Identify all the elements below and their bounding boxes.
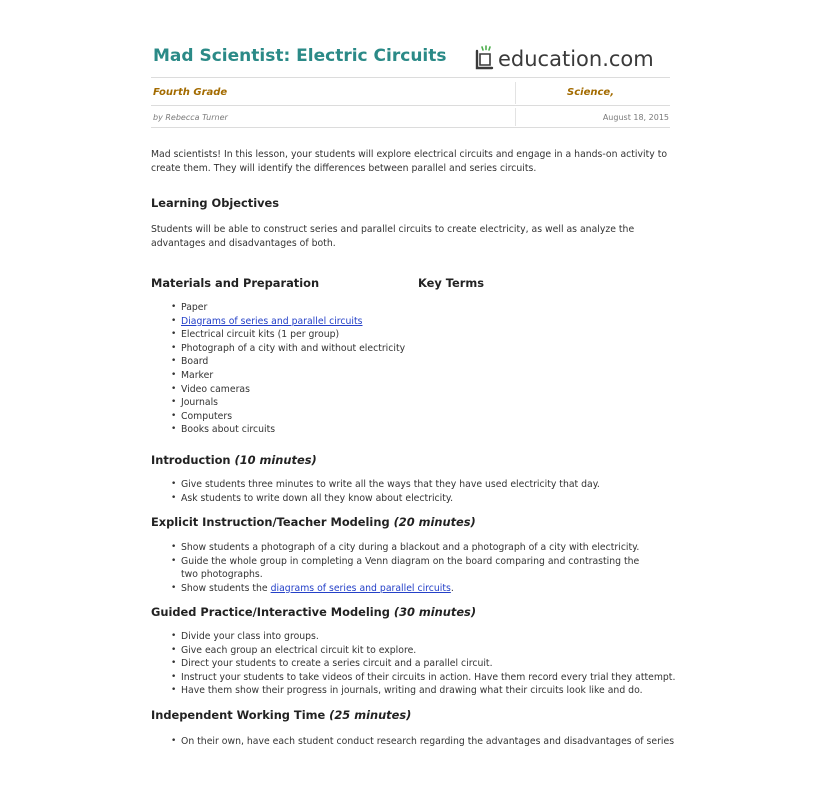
section-title: Guided Practice/Interactive Modeling: [151, 605, 390, 619]
list-item: • Have them show their progress in journals, writing and drawing what their circuits look like and do.: [0, 684, 675, 698]
list-item: • Instruct your students to take videos of their circuits in action. Have them record every trial they attempt.: [0, 671, 675, 685]
publish-date: August 18, 2015: [602, 113, 669, 122]
list-item: • Computers: [0, 410, 405, 424]
list-item: • Journals: [0, 396, 405, 410]
list-item: • Ask students to write down all they know about electricity.: [0, 492, 600, 506]
list-item: • Give students three minutes to write all the ways that they have used electricity that day.: [0, 478, 600, 492]
list-item: • Electrical circuit kits (1 per group): [0, 328, 405, 342]
introduction-list: [0, 478, 600, 505]
meta-divider: [151, 105, 670, 106]
book-icon: [468, 44, 498, 74]
meta-bottom-divider: [151, 127, 670, 128]
explicit-instruction-list: [0, 541, 656, 595]
list-item: • On their own, have each student conduct research regarding the advantages and disadvantages of series: [0, 735, 674, 749]
list-item: • Books about circuits: [0, 423, 405, 437]
guided-practice-heading: [151, 605, 476, 619]
logo-text: education.com: [498, 47, 654, 71]
list-item: • Photograph of a city with and without electricity: [0, 342, 405, 356]
diagrams-link[interactable]: diagrams of series and parallel circuits: [270, 582, 451, 594]
explicit-instruction-heading: [151, 515, 476, 529]
section-duration: (20 minutes): [393, 515, 476, 529]
list-item: • Video cameras: [0, 383, 405, 397]
section-title: Introduction: [151, 453, 231, 467]
meta-column-divider: [515, 108, 516, 126]
list-item[interactable]: [0, 315, 405, 329]
education-logo[interactable]: [468, 44, 654, 74]
section-duration: (25 minutes): [329, 708, 412, 722]
section-duration: (10 minutes): [234, 453, 317, 467]
independent-working-list: [0, 735, 674, 749]
list-item-text: Show students the: [181, 582, 268, 594]
list-item: • Board: [0, 355, 405, 369]
list-item-suffix: .: [450, 582, 454, 594]
page-title: Mad Scientist: Electric Circuits: [153, 46, 447, 66]
list-item: • Give each group an electrical circuit kit to explore.: [0, 644, 675, 658]
header-divider: [151, 77, 670, 78]
section-duration: (30 minutes): [393, 605, 477, 619]
list-item: • Paper: [0, 301, 405, 315]
independent-working-heading: [151, 708, 411, 722]
learning-objectives-heading: Learning Objectives: [151, 196, 280, 210]
list-item: • Divide your class into groups.: [0, 630, 675, 644]
subject-label: Science,: [567, 87, 614, 98]
learning-objectives-text: Students will be able to construct series and parallel circuits to create electricity, as well as analyze the advantages and disadvantages of both.: [151, 224, 635, 249]
intro-paragraph: Mad scientists! In this lesson, your students will explore electrical circuits and engage in a hands-on activity to create them. They will identify the differences between parallel and series circuits.: [151, 149, 668, 174]
list-item: • Guide the whole group in completing a Venn diagram on the board comparing and contrasting the two photographs.: [0, 555, 656, 582]
guided-practice-list: [0, 630, 675, 698]
introduction-heading: [151, 453, 317, 467]
list-item: • Marker: [0, 369, 405, 383]
materials-heading: Materials and Preparation: [151, 276, 320, 290]
grade-label: Fourth Grade: [153, 87, 228, 98]
list-item: [0, 582, 656, 596]
diagrams-link[interactable]: Diagrams of series and parallel circuits: [181, 315, 363, 327]
key-terms-heading: Key Terms: [418, 276, 484, 290]
author-byline: by Rebecca Turner: [153, 113, 228, 122]
section-title: Independent Working Time: [151, 708, 326, 722]
header-column-divider: [515, 82, 516, 104]
section-title: Explicit Instruction/Teacher Modeling: [151, 515, 390, 529]
list-item: • Direct your students to create a series circuit and a parallel circuit.: [0, 657, 675, 671]
list-item: • Show students a photograph of a city during a blackout and a photograph of a city with electricity.: [0, 541, 656, 555]
materials-list: [0, 301, 405, 437]
